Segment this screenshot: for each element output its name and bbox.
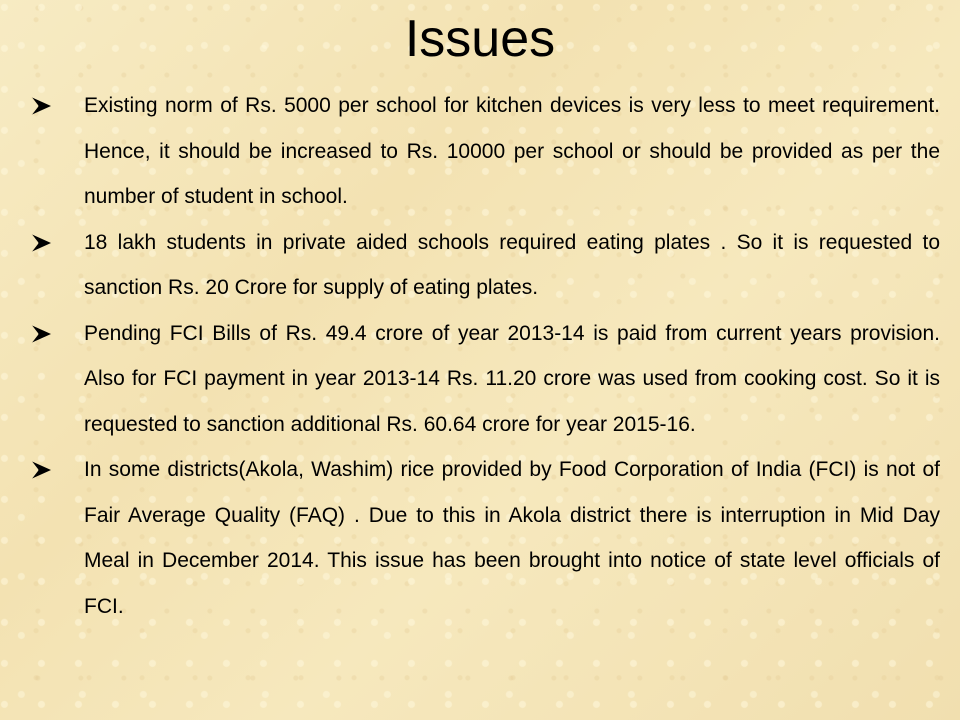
arrowhead-bullet-icon <box>30 96 52 116</box>
slide-title: Issues <box>404 10 556 68</box>
bullet-item <box>30 220 940 311</box>
bullet-text: Existing norm of Rs. 5000 per school for kitchen devices is very less to meet requirement. Hence, it should be increased to Rs. 10000 per school or should be provided as per the number of student in school. <box>84 94 940 208</box>
bullet-item <box>30 83 940 220</box>
bullet-text: 18 lakh students in private aided schools required eating plates . So it is requested to sanction Rs. 20 Crore for supply of eating plates. <box>84 230 940 299</box>
bullet-text: Pending FCI Bills of Rs. 49.4 crore of year 2013-14 is paid from current years provision. Also for FCI payment in year 2013-14 Rs. 11.20 crore was used from cooking cost. So it is requested to sanction additional Rs. 60.64 crore for year 2015-16. <box>84 321 940 436</box>
bullet-item <box>30 311 940 448</box>
arrowhead-bullet-icon <box>30 233 52 253</box>
bullet-text: In some districts(Akola, Washim) rice provided by Food Corporation of India (FCI) is not of Fair Average Quality (FAQ) . Due to this in Akola district there is interruption in Mid Day Meal in December 2014. This issue has been brought into notice of state level officials of FCI. <box>84 458 940 618</box>
arrowhead-bullet-icon <box>30 324 52 344</box>
arrowhead-bullet-icon <box>30 460 52 480</box>
bullet-list <box>30 83 940 629</box>
bullet-item <box>30 447 940 629</box>
